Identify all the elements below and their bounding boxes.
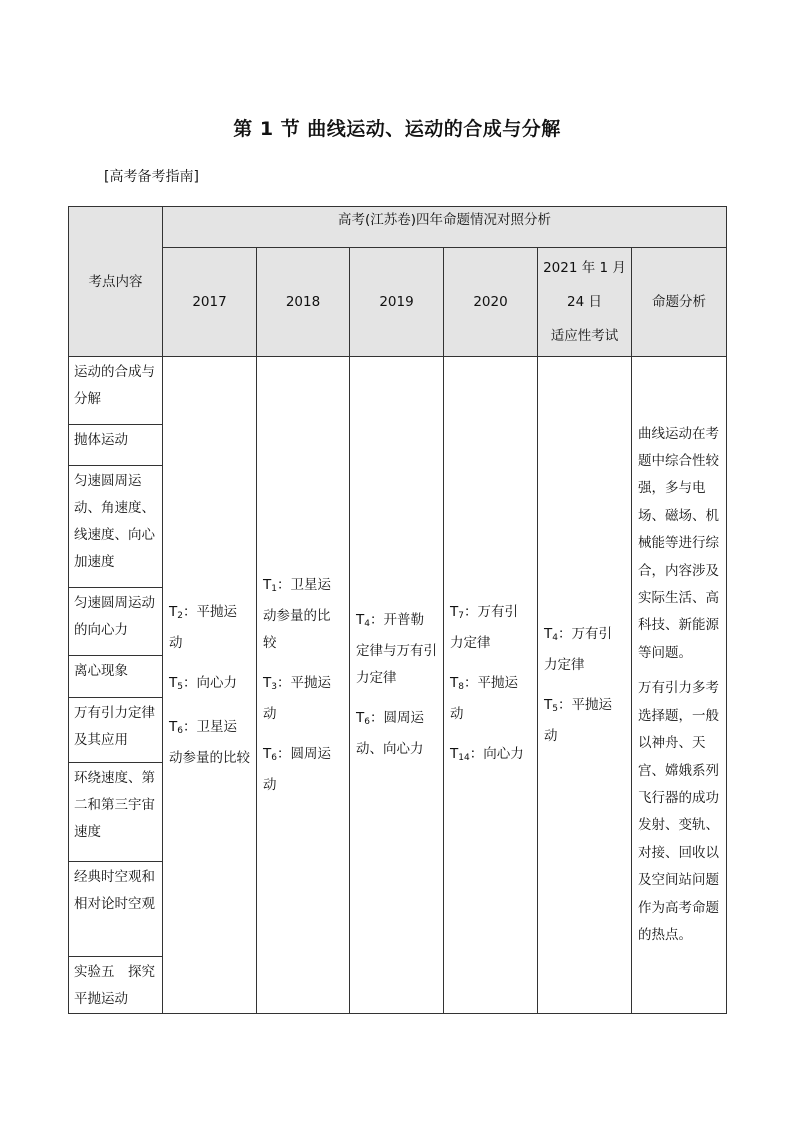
topic-cell: 匀速圆周运动、角速度、线速度、向心加速度 [69, 466, 163, 588]
cell-2020 [444, 357, 538, 1014]
item-2019-1: $T_6$：圆周运动、向心力 [356, 710, 424, 757]
item-2020-1: $T_8$：平抛运动 [450, 674, 518, 722]
page-title: 第 1 节 曲线运动、运动的合成与分解 [233, 118, 561, 140]
topic-cell: 离心现象 [69, 656, 163, 698]
topic-cell: 运动的合成与分解 [69, 357, 163, 425]
topic-cell: 匀速圆周运动的向心力 [69, 588, 163, 656]
analysis-para-1: 曲线运动在考题中综合性较强，多与电场、磁场、机械能等进行综合，内容涉及实际生活、高科技、新能源等问题。 [638, 425, 719, 661]
adapt-line-2: 24 日 [567, 294, 602, 310]
header-year-2017: 2017 [163, 248, 257, 357]
adapt-line-3: 适应性考试 [550, 328, 619, 344]
item-2018-1: $T_3$：平抛运动 [263, 674, 331, 722]
header-adapt-exam [538, 248, 632, 357]
adapt-line-1: 2021 年 1 月 [543, 260, 626, 276]
item-2017-2: $T_6$：卫星运动参量的比较 [169, 718, 250, 766]
header-group: 高考(江苏卷)四年命题情况对照分析 [163, 207, 727, 248]
topic-cell: 万有引力定律及其应用 [69, 698, 163, 763]
topic-cell: 实验五 探究平抛运动 [69, 957, 163, 1014]
item-2018-0: $T_1$：卫星运动参量的比较 [263, 576, 331, 651]
header-year-2019: 2019 [350, 248, 444, 357]
analysis-cell [632, 357, 727, 1014]
item-2020-0: $T_7$：万有引力定律 [450, 603, 518, 651]
topic-cell: 环绕速度、第二和第三宇宙速度 [69, 763, 163, 862]
topic-cell: 抛体运动 [69, 425, 163, 466]
guide-label: [高考备考指南] [104, 169, 199, 185]
cell-2018 [257, 357, 350, 1014]
analysis-para-2: 万有引力多考选择题，一般以神舟、天宫、嫦娥系列飞行器的成功发射、变轨、对接、回收以及空间站问题作为高考命题的热点。 [638, 680, 719, 943]
cell-2019 [350, 357, 444, 1014]
item-2021-0: $T_4$：万有引力定律 [544, 625, 612, 673]
topic-cell: 经典时空观和相对论时空观 [69, 862, 163, 957]
item-2019-0: $T_4$：开普勒定律与万有引力定律 [356, 612, 437, 686]
header-topic: 考点内容 [69, 207, 163, 357]
exam-analysis-table [68, 206, 727, 1014]
header-year-2018: 2018 [257, 248, 350, 357]
header-analysis: 命题分析 [632, 248, 727, 357]
item-2018-2: $T_6$：圆周运动 [263, 745, 331, 793]
cell-2017 [163, 357, 257, 1014]
item-2017-0: $T_2$：平抛运动 [169, 603, 237, 651]
item-2020-2: $T_{14}$：向心力 [450, 745, 524, 763]
item-2017-1: $T_5$：向心力 [169, 674, 237, 692]
header-year-2020: 2020 [444, 248, 538, 357]
item-2021-1: $T_5$：平抛运动 [544, 696, 612, 744]
cell-2021 [538, 357, 632, 1014]
